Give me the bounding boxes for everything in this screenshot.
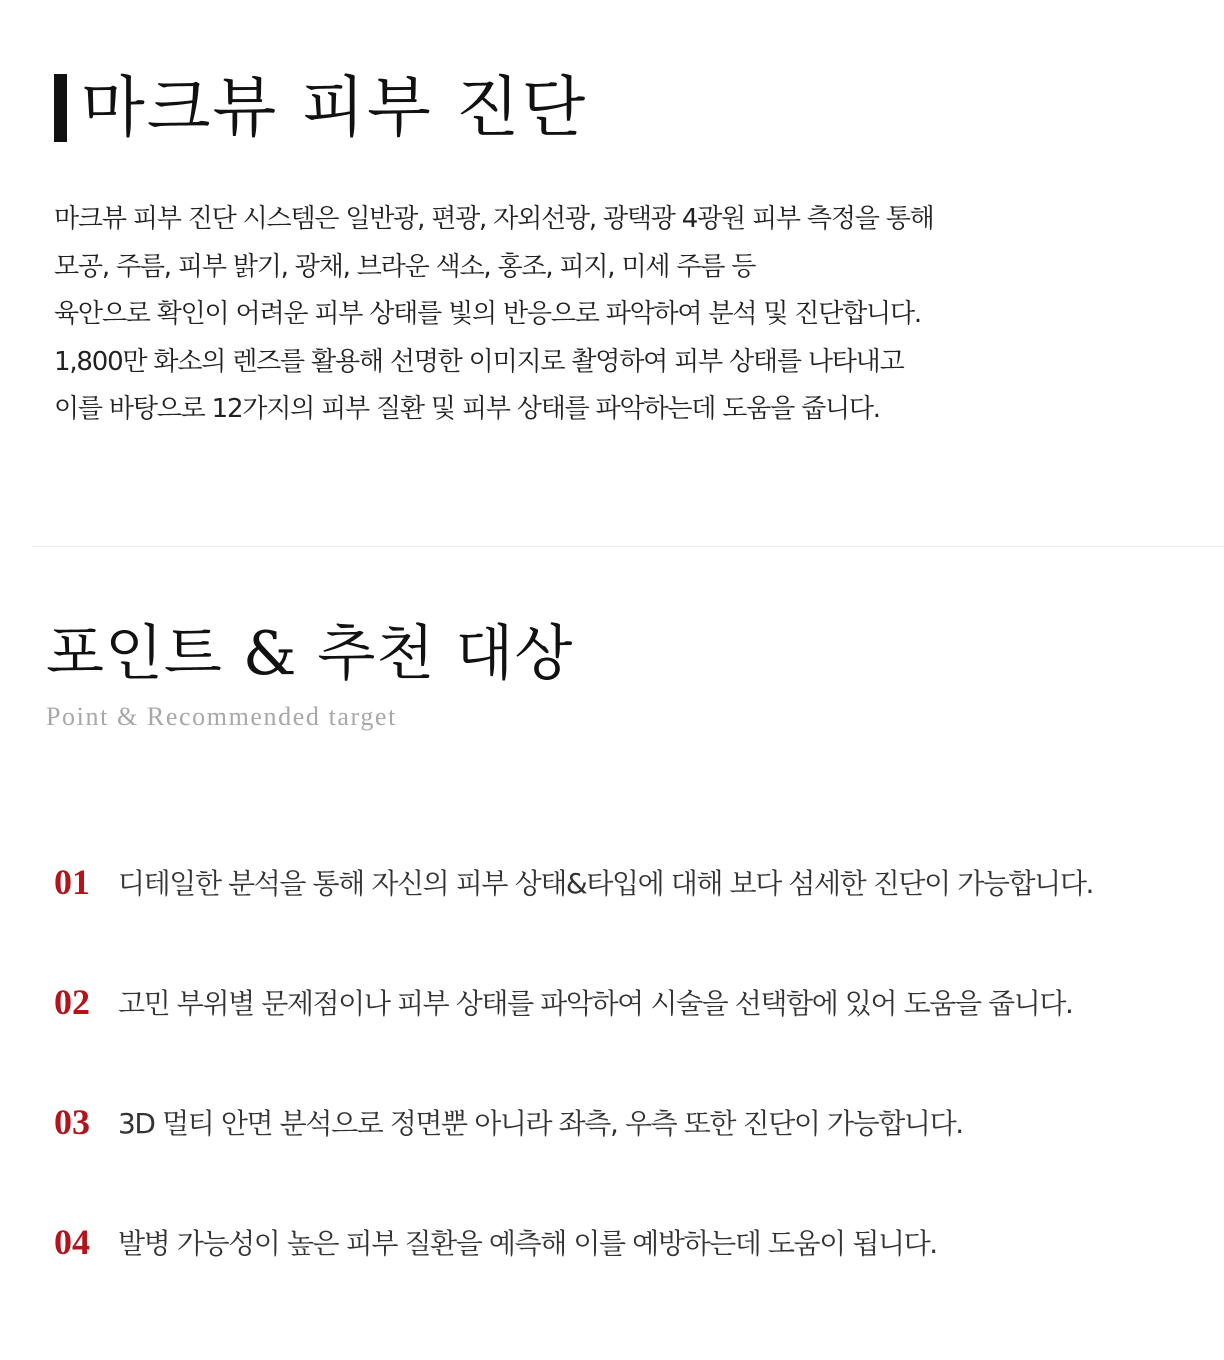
point-text: 발병 가능성이 높은 피부 질환을 예측해 이를 예방하는데 도움이 됩니다. <box>118 1227 937 1260</box>
point-number: 02 <box>54 982 90 1022</box>
title-accent-bar <box>54 74 67 142</box>
description <box>54 196 1174 434</box>
description-line: 마크뷰 피부 진단 시스템은 일반광, 편광, 자외선광, 광택광 4광원 피부 측정을 통해 <box>54 204 934 234</box>
section-subtitle: Point & Recommended target <box>46 702 397 731</box>
page-title: 마크뷰 피부 진단 <box>81 69 588 146</box>
point-number: 03 <box>54 1102 90 1142</box>
section-title: 포인트 & 추천 대상 <box>46 619 574 689</box>
point-text: 3D 멀티 안면 분석으로 정면뿐 아니라 좌측, 우측 또한 진단이 가능합니다. <box>118 1107 963 1140</box>
description-line: 육안으로 확인이 어려운 피부 상태를 빛의 반응으로 파악하여 분석 및 진단합니다. <box>54 299 921 329</box>
description-line: 1,800만 화소의 렌즈를 활용해 선명한 이미지로 촬영하여 피부 상태를 나타내고 <box>54 346 904 377</box>
point-number: 04 <box>54 1222 90 1262</box>
point-item-04 <box>54 1218 937 1266</box>
point-text: 고민 부위별 문제점이나 피부 상태를 파악하여 시술을 선택함에 있어 도움을 줍니다. <box>118 987 1073 1020</box>
description-line: 모공, 주름, 피부 밝기, 광채, 브라운 색소, 홍조, 피지, 미세 주름 등 <box>54 251 756 282</box>
title-block <box>54 70 587 146</box>
description-line: 이를 바탕으로 12가지의 피부 질환 및 피부 상태를 파악하는데 도움을 줍니다. <box>54 394 880 424</box>
section-divider <box>32 546 1224 547</box>
point-item-02 <box>54 978 1073 1026</box>
point-number: 01 <box>54 862 90 902</box>
point-item-01 <box>54 858 1093 906</box>
point-text: 디테일한 분석을 통해 자신의 피부 상태&타입에 대해 보다 섬세한 진단이 가능합니다. <box>118 867 1093 900</box>
point-item-03 <box>54 1098 963 1146</box>
